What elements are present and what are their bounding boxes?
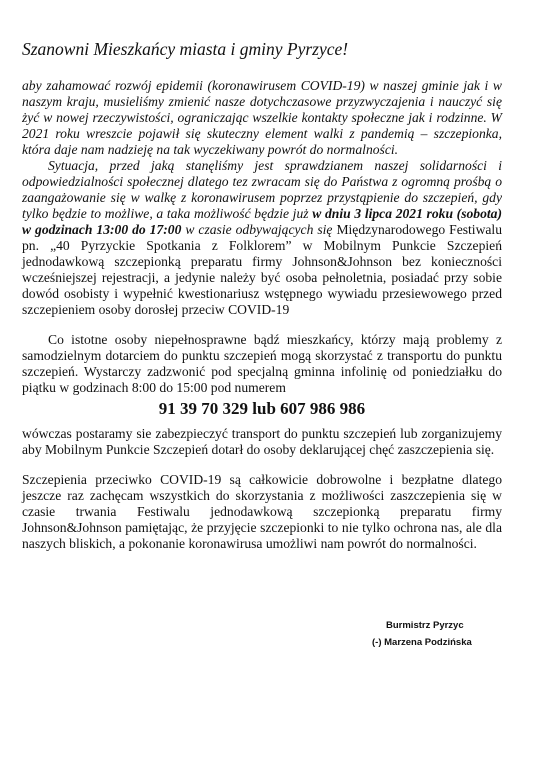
invite-text-italic-2: w czasie odbywających się [181, 222, 333, 237]
letter-body [22, 38, 502, 552]
spacer [22, 318, 502, 332]
invite-date-bold: w dniu 3 lipca 2021 roku (sobota) w godzinach 13:00 do 17:00 [22, 206, 502, 237]
greeting-heading: Szanowni Mieszkańcy miasta i gminy Pyrzyce! [22, 39, 349, 59]
spacer [22, 458, 502, 472]
paragraph-vaccination-invite [22, 158, 502, 318]
invite-text-italic: Sytuacja, przed jaką stanęliśmy jest sprawdzianem naszej solidarności i odpowiedzialności społecznej dlatego tez zwracam się do Państwa z ogromną prośbą o zaangażowanie się w walkę z koronawirusem poprzez przystąpienie do szczepień, gdy tylko będzie to możliwe, a taka możliwość będzie już [22, 158, 502, 221]
paragraph-transport-followup: wówczas postaramy sie zabezpieczyć transport do punktu szczepień lub zorganizujemy aby Mobilnym Punkcie Szczepień dotarł do osoby deklarującej chęć zaszczepienia się. [22, 426, 502, 457]
paragraph-intro: aby zahamować rozwój epidemii (koronawirusem COVID-19) w naszej gminie jak i w naszym kraju, musieliśmy zmienić nasze dotychczasowe przyzwyczajenia i nauczyć się żyć w nowej rzeczywistości, ograniczając wszelkie kontakty społeczne jak i rodzinne. W 2021 roku wreszcie pojawił się skuteczny element walki z pandemią – szczepionka, która daje nam nadzieję na tak wyczekiwany powrót do normalności. [22, 78, 502, 157]
signature-name: (-) Marzena Podzińska [372, 637, 472, 648]
invite-text-regular: Międzynarodowego Festiwalu pn. „40 Pyrzyckie Spotkania z Folklorem” w Mobilnym Punkcie Szczepień jednodawkową szczepionką preparatu firmy Johnson&Johnson bez konieczności wcześniejszej rejestracji, a jedynie należy być osoba pełnoletnia, posiadać przy sobie dowód osobisty i wypełnić kwestionariusz wstępnego wywiadu przesiewowego przed szczepieniem osoby dorosłej przeciw COVID-19 [22, 222, 502, 317]
paragraph-transport: Co istotne osoby niepełnosprawne bądź mieszkańcy, którzy mają problemy z samodzielnym dotarciem do punktu szczepień mogą skorzystać z transportu do punktu szczepień. Wystarczy zadzwonić pod specjalną gminna infolinię od poniedziałku do piątku w godzinach 8:00 do 15:00 pod numerem [22, 332, 502, 395]
phone-numbers: 91 39 70 329 lub 607 986 986 [158, 399, 366, 418]
paragraph-closing: Szczepienia przeciwko COVID-19 są całkowicie dobrowolne i bezpłatne dlatego jeszcze raz zachęcam wszystkich do skorzystania z możliwości zaszczepienia się w czasie trwania Festiwalu jednodawkową szczepionką preparatu firmy Johnson&Johnson pamiętając, że przyjęcie szczepionki to nie tylko ochrona nas, ale dla naszych bliskich, a pokonanie koronawirusa umożliwi nam powrót do normalności. [22, 472, 502, 551]
signature-title: Burmistrz Pyrzyc [386, 620, 464, 631]
